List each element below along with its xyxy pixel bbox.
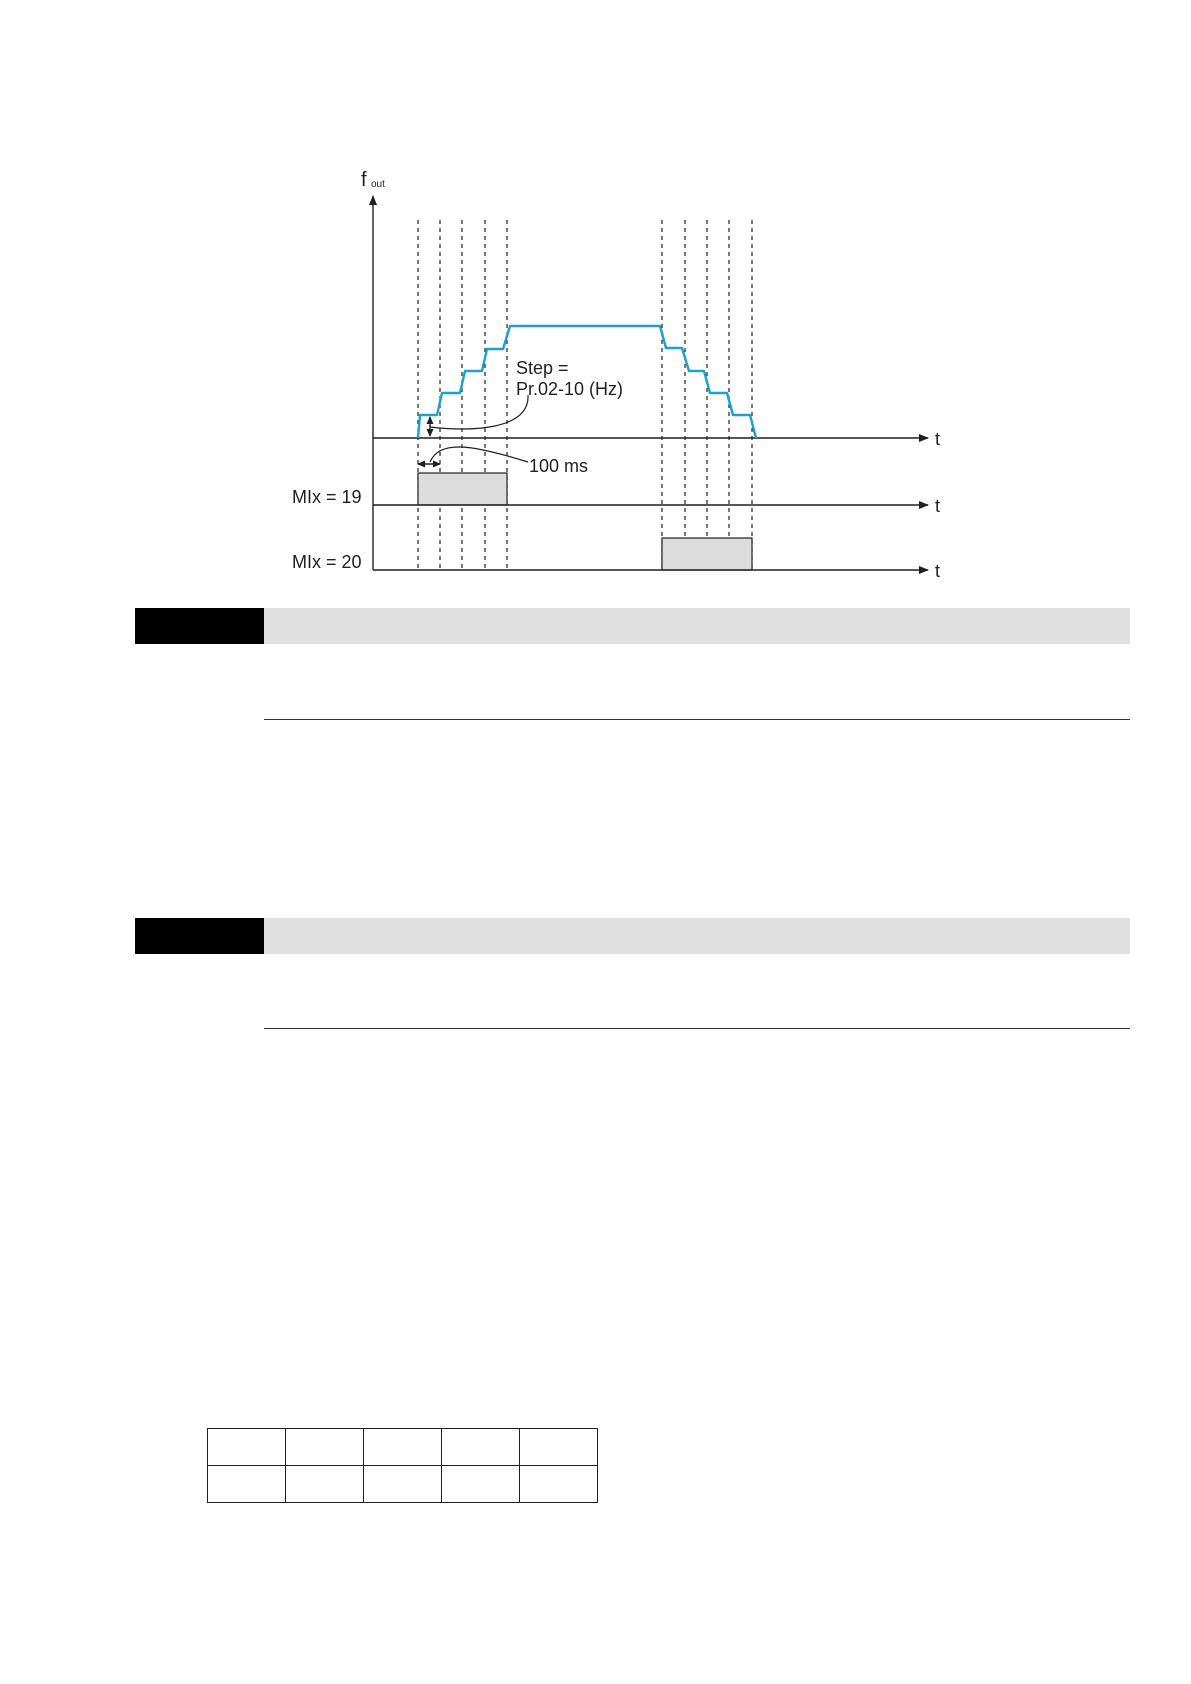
y-axis-subscript: out [371,179,385,190]
parameter-header-1 [135,608,1130,644]
parameter-title-band [264,608,1130,644]
step-label-line1: Step = [516,358,569,378]
mi20-label: MIx = 20 [292,552,362,572]
table-cell [286,1429,364,1466]
interval-label: 100 ms [529,456,589,476]
table-cell [520,1466,598,1503]
step-leader-line [430,395,528,429]
t-axis-label: t [935,429,941,449]
t-axis-label: t [935,561,941,581]
parameter-code-tag [135,918,264,954]
t-axis-label: t [935,496,941,516]
table-row [208,1466,598,1503]
table-cell [520,1429,598,1466]
mi19-pulse [418,473,507,505]
timing-diagram [0,0,1191,600]
table-cell [442,1466,520,1503]
settings-divider-1 [264,719,1130,720]
value-table [207,1428,598,1503]
table-cell [208,1466,286,1503]
step-label-line2: Pr.02-10 (Hz) [516,379,624,399]
table-row [208,1429,598,1466]
table-cell [208,1429,286,1466]
parameter-code-tag [135,608,264,644]
y-axis-label: f [361,169,367,191]
table-cell [442,1429,520,1466]
settings-divider-2 [264,1028,1130,1029]
table-cell [364,1466,442,1503]
table-cell [286,1466,364,1503]
mi19-label: MIx = 19 [292,487,362,507]
table-cell [364,1429,442,1466]
interval-leader-line [430,447,528,462]
parameter-title-band [264,918,1130,954]
mi20-pulse [662,538,752,570]
parameter-header-2 [135,918,1130,954]
